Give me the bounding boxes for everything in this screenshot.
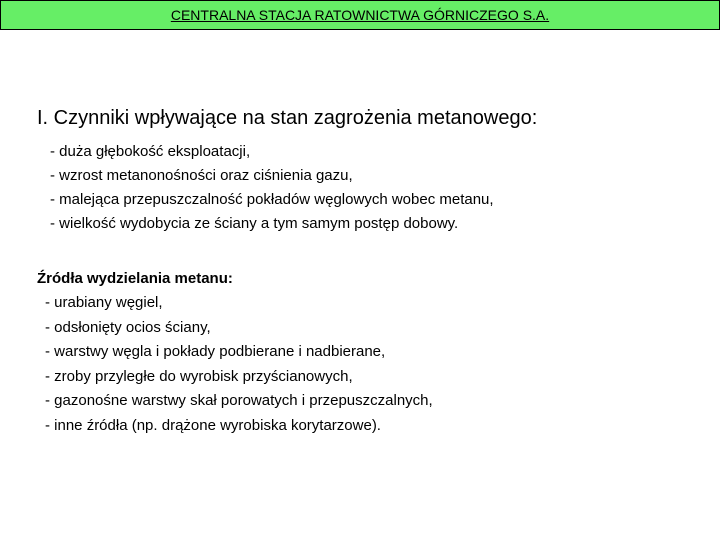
list-item: - malejąca przepuszczalność pokładów węglowych wobec metanu,: [50, 191, 494, 208]
header-bar: [0, 0, 720, 30]
list-item: - warstwy węgla i pokłady podbierane i nadbierane,: [45, 343, 386, 360]
list-item: - inne źródła (np. drążone wyrobiska korytarzowe).: [45, 416, 381, 434]
header-title: CENTRALNA STACJA RATOWNICTWA GÓRNICZEGO S.A.: [170, 7, 550, 23]
list-item: - urabiany węgiel,: [45, 294, 163, 311]
list-item: - wzrost metanonośności oraz ciśnienia gazu,: [50, 167, 353, 184]
section-2-heading: Źródła wydzielania metanu:: [37, 270, 233, 287]
section-1-list: [50, 140, 494, 236]
list-item: - duża głębokość eksploatacji,: [50, 143, 251, 160]
list-item: - wielkość wydobycia ze ściany a tym samym postęp dobowy.: [50, 215, 459, 232]
list-item: - zroby przyległe do wyrobisk przyścianowych,: [45, 367, 353, 385]
section-2-list: [45, 291, 433, 438]
section-1-heading: I. Czynniki wpływające na stan zagrożenia metanowego:: [37, 107, 538, 129]
list-item: - gazonośne warstwy skał porowatych i przepuszczalnych,: [45, 392, 433, 409]
list-item: - odsłonięty ocios ściany,: [45, 318, 211, 336]
